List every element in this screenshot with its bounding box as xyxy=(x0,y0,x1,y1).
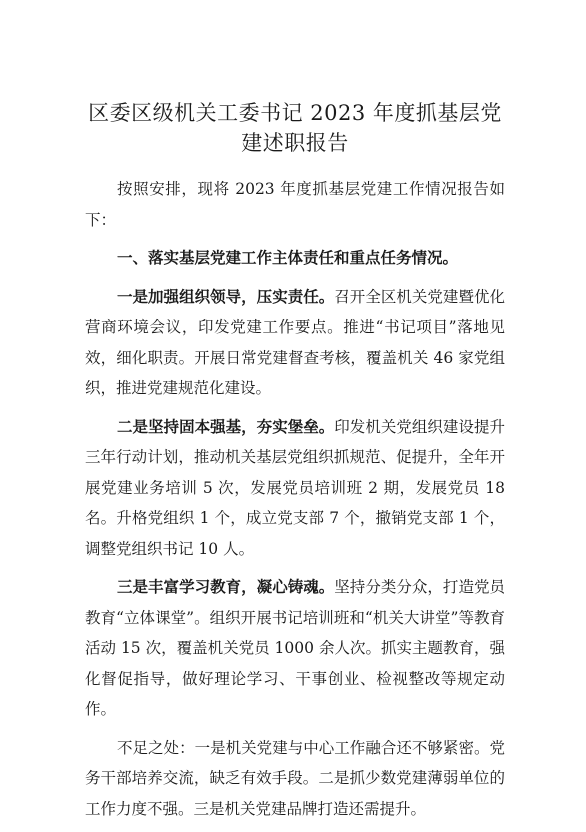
item3-body: 坚持分类分众，打造党员教育“立体课堂”。组织开展书记培训班和“机关大讲堂”等教育活动 15 次，覆盖机关党员 1000 余人次。抓实主题教育，强化督促指导，做好理论学习、干事创业、检视整改等规定动作。 xyxy=(85,578,505,718)
item3-lead: 三是丰富学习教育，凝心铸魂。 xyxy=(117,577,335,596)
section1-heading: 一、落实基层党建工作主体责任和重点任务情况。 xyxy=(117,248,459,267)
item1-paragraph xyxy=(85,282,505,404)
shortcomings-paragraph: 不足之处：一是机关党建与中心工作融合还不够紧密。党务干部培养交流，缺乏有效手段。二是抓少数党建薄弱单位的工作力度不强。三是机关党建品牌打造还需提升。 xyxy=(85,738,505,818)
document-title: 区委区级机关工委书记 2023 年度抓基层党建述职报告 xyxy=(88,101,502,155)
item1-body: 召开全区机关党建暨优化营商环境会议，印发党建工作要点。推进“书记项目”落地见效，细化职责。开展日常党建督查考核，覆盖机关 46 家党组织，推进党建规范化建设。 xyxy=(85,287,505,397)
document-page xyxy=(85,98,505,832)
item2-body: 印发机关党组织建设提升三年行动计划，推动机关基层党组织抓规范、促提升，全年开展党建业务培训 5 次，发展党员培训班 2 期，发展党员 18 名。升格党组织 1 个，成立党支部 7 个，撤销党支部 1 个，调整党组织书记 10 人。 xyxy=(85,417,505,558)
item1-lead: 一是加强组织领导，压实责任。 xyxy=(117,286,335,306)
item3-paragraph xyxy=(85,572,505,725)
item2-lead: 二是坚持固本强基，夯实堡垒。 xyxy=(117,416,335,436)
item2-paragraph xyxy=(85,412,505,565)
intro-paragraph: 按照安排，现将 2023 年度抓基层党建工作情况报告如下： xyxy=(85,180,505,229)
